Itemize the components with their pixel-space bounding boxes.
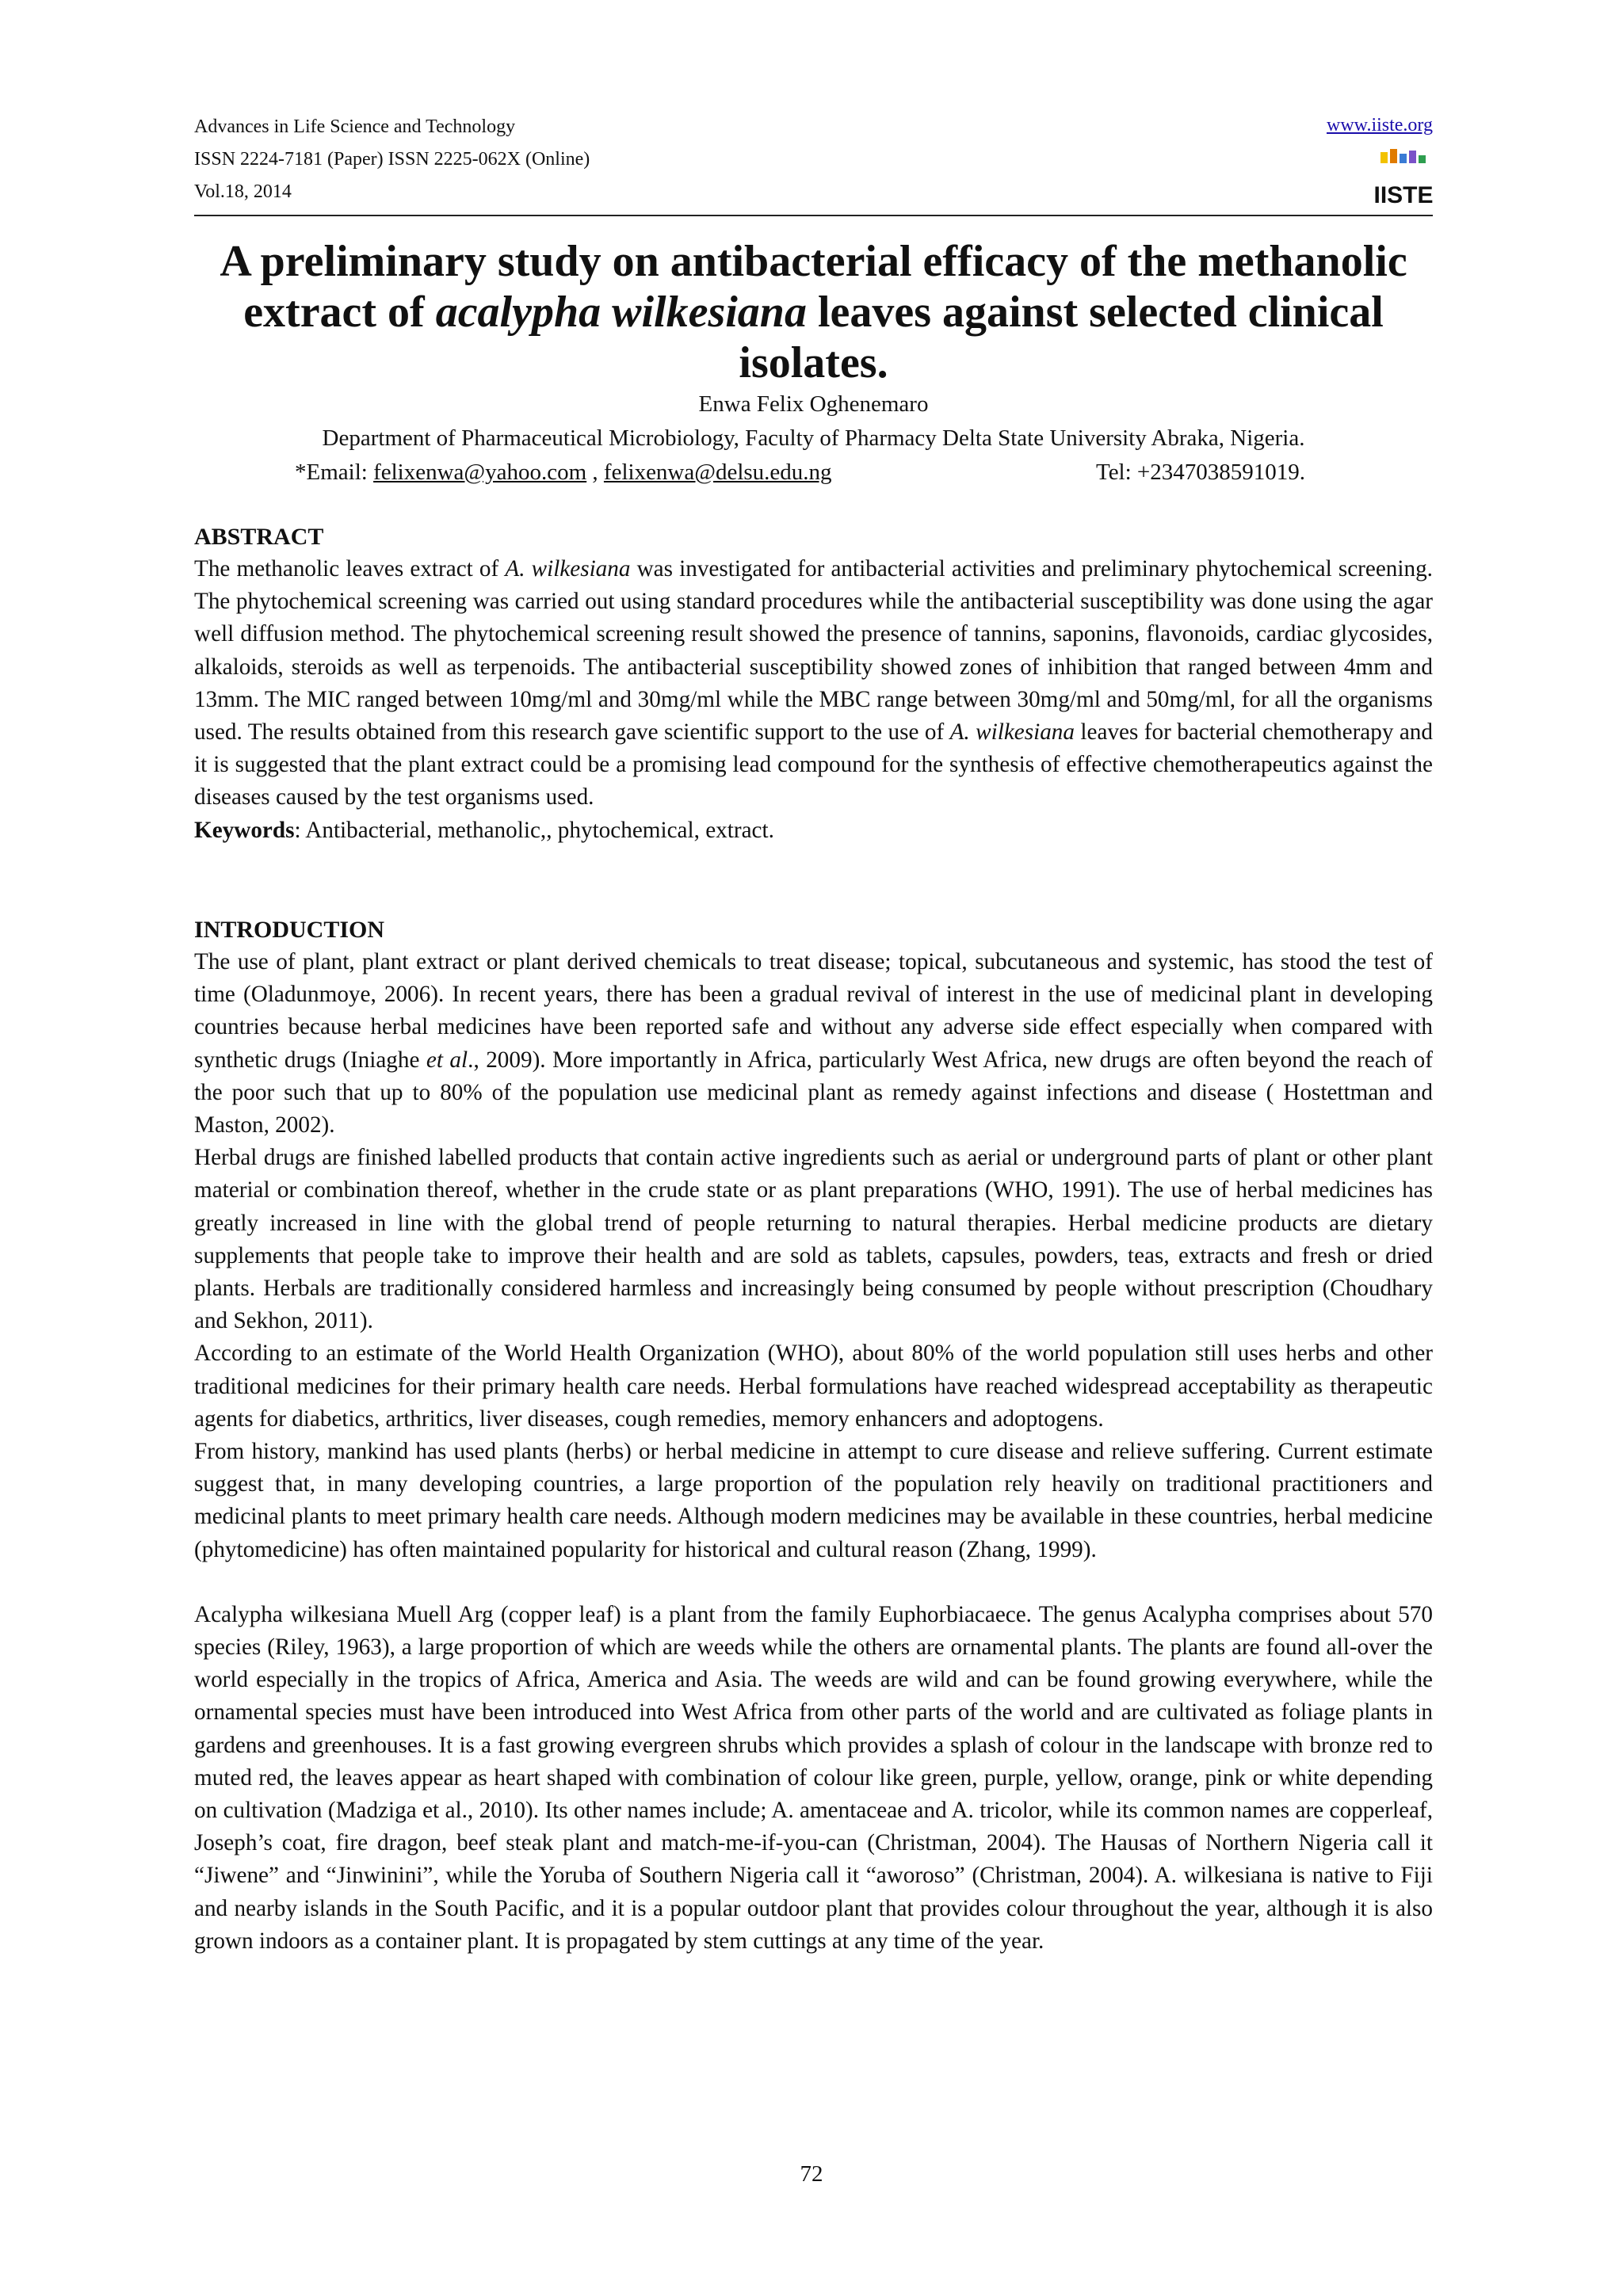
issn-line: ISSN 2224-7181 (Paper) ISSN 2225-062X (Online) (194, 149, 590, 170)
intro-paragraph-4: From history, mankind has used plants (herbs) or herbal medicine in attempt to cure disease and relieve suffering. Current estimate suggest that, in many developing countries, a large proportion of the population rely heavily on traditional practitioners and medicinal plants to meet primary health care needs. Although modern medicines may be available in these countries, herbal medicine (phytomedicine) has often maintained popularity for historical and cultural reason (Zhang, 1999). (194, 1439, 1433, 1562)
introduction-body (194, 946, 1433, 1958)
author-name: Enwa Felix Oghenemaro (698, 391, 929, 417)
telephone: Tel: +2347038591019. (1096, 460, 1306, 485)
intro-paragraph-1: The use of plant, plant extract or plant derived chemicals to treat disease; topical, subcutaneous and systemic, has stood the test of time (Oladunmoye, 2006). In recent years, there has been a gradual revival of interest in the use of medicinal plant in developing countries because herbal medicines have been reported safe and without any adverse side effect especially when compared with synthetic drugs (Iniaghe et al., 2009). More importantly in Africa, particularly West Africa, new drugs are often beyond the reach of the poor such that up to 80% of the population use medicinal plant as remedy against infections and disease ( Hostettman and Maston, 2002). (194, 949, 1433, 1138)
abstract-body (194, 553, 1433, 847)
journal-name: Advances in Life Science and Technology (194, 116, 516, 137)
iiste-logo-icon (1373, 147, 1434, 209)
header-rule (194, 215, 1433, 216)
introduction-heading: INTRODUCTION (194, 917, 385, 943)
intro-paragraph-3: According to an estimate of the World Health Organization (WHO), about 80% of the world population still uses herbs and other traditional medicines for their primary health care needs. Herbal formulations have reached widespread acceptability as therapeutic agents for diabetics, arthritics, liver diseases, cough remedies, memory enhancers and adoptogens. (194, 1341, 1433, 1432)
intro-paragraph-5: Acalypha wilkesiana Muell Arg (copper leaf) is a plant from the family Euphorbiacaece. The genus Acalypha comprises about 570 species (Riley, 1963), a large proportion of which are weeds while the others are ornamental plants. The plants are found all-over the world especially in the tropics of Africa, America and Asia. The weeds are wild and can be found growing everywhere, while the ornamental species must have been introduced into West Africa from other parts of the world and are cultivated as foliage plants in gardens and greenhouses. It is a fast growing evergreen shrubs which provides a splash of colour in the landscape with bronze red to muted red, the leaves appear as heart shaped with combination of colour like green, purple, yellow, orange, pink or white depending on cultivation (Madziga et al., 2010). Its other names include; A. amentaceae and A. tricolor, while its common names are copperleaf, Joseph’s coat, fire dragon, beef steak plant and match-me-if-you-can (Christman, 2004). The Hausas of Northern Nigeria call it “Jiwene” and “Jinwinini”, while the Yoruba of Southern Nigeria call it “aworoso” (Christman, 2004). A. wilkesiana is native to Fiji and nearby islands in the South Pacific, and it is a popular outdoor plant that provides colour throughout the year, although it is also grown indoors as a container plant. It is propagated by stem cuttings at any time of the year. (194, 1601, 1433, 1954)
page-number: 72 (800, 2161, 823, 2187)
intro-paragraph-2: Herbal drugs are finished labelled products that contain active ingredients such as aerial or underground parts of plant or other plant material or combination thereof, whether in the crude state or as plant preparations (WHO, 1991). The use of herbal medicines has greatly increased in line with the global trend of people returning to natural therapies. Herbal medicine products are dietary supplements that people take to improve their health and are sold as tablets, capsules, powders, teas, extracts and fresh or dried plants. Herbals are traditionally considered harmless and increasingly being consumed by people without prescription (Choudhary and Sekhon, 2011). (194, 1145, 1433, 1334)
abstract-heading: ABSTRACT (194, 524, 324, 550)
keywords: Keywords: Antibacterial, methanolic,, phytochemical, extract. (194, 817, 774, 843)
email-link-1[interactable]: felixenwa@yahoo.com (373, 460, 587, 485)
paper-page: Advances in Life Science and Technology ISSN 2224-7181 (Paper) ISSN 2225-062X (Online) Vol.18, 2014 www.iiste.org IISTE A preliminary study on antibacterial efficacy of the methanolic extract of acalypha wilkesiana leaves against selected clinical isolates. Enwa Felix Oghenemaro Department of Pharmaceutical Microbiology, Faculty of Pharmacy Delta State University Abraka, Nigeria. *Email: felixenwa@yahoo.com , felixenwa@delsu.edu.ng Tel: +2347038591019. ABSTRACT The methanolic leaves extract of A. wilkesiana was investigated for antibacterial activities and preliminary phytochemical screening. The phytochemical screening was carried out using standard procedures while the antibacterial susceptibility was done using the agar well diffusion method. The phytochemical screening result showed the presence of tannins, saponins, flavonoids, cardiac glycosides, alkaloids, steroids as well as terpenoids. The antibacterial susceptibility showed zones of inhibition that ranged between 4mm and 13mm. The MIC ranged between 10mg/ml and 30mg/ml while the MBC range between 30mg/ml and 50mg/ml, for all the organisms used. The results obtained from this research gave scientific support to the use of A. wilkesiana leaves for bacterial chemotherapy and it is suggested that the plant extract could be a promising lead compound for the synthesis of effective chemotherapeutics against the diseases caused by the test organisms used. Keywords: Antibacterial, methanolic,, phytochemical, extract. INTRODUCTION The use of plant, plant extract or plant derived chemicals to treat disease; topical, subcutaneous and systemic, has stood the test of time (Oladunmoye, 2006). In recent years, there has been a gradual revival of interest in the use of medicinal plant in developing countries because herbal medicines have been reported safe and without any adverse side effect especially when compared with synthetic drugs (Iniaghe et al., 2009). More importantly in Africa, particularly West Africa, new drugs are often beyond the reach of the poor such that up to 80% of the population use medicinal plant as remedy against infections and disease ( Hostettman and Maston, 2002). Herbal drugs are finished labelled products that contain active ingredients such as aerial or underground parts of plant or other plant material or combination thereof, whether in the crude state or as plant preparations (WHO, 1991). The use of herbal medicines has greatly increased in line with the global trend of people returning to natural therapies. Herbal medicine products are dietary supplements that people take to improve their health and are sold as tablets, capsules, powders, teas, extracts and fresh or dried plants. Herbals are traditionally considered harmless and increasingly being consumed by people without prescription (Choudhary and Sekhon, 2011). According to an estimate of the World Health Organization (WHO), about 80% of the world population still uses herbs and other traditional medicines for their primary health care needs. Herbal formulations have reached widespread acceptability as therapeutic agents for diabetics, arthritics, liver diseases, cough remedies, memory enhancers and adoptogens. From history, mankind has used plants (herbs) or herbal medicine in attempt to cure disease and relieve suffering. Current estimate suggest that, in many developing countries, a large proportion of the population rely heavily on traditional practitioners and medicinal plants to meet primary health care needs. Although modern medicines may be available in these countries, herbal medicine (phytomedicine) has often maintained popularity for historical and cultural reason (Zhang, 1999). Acalypha wilkesiana Muell Arg (copper leaf) is a plant from the family Euphorbiacaece. The genus Acalypha comprises about 570 species (Riley, 1963), a large proportion of which are weeds while the others are ornamental plants. The plants are found all-over the world especially in the tropics of Africa, America and Asia. The weeds are wild and can be found growing everywhere, while the ornamental species must have been introduced into West Africa from other parts of the world and are cultivated as foliage plants in gardens and greenhouses. It is a fast growing evergreen shrubs which provides a splash of colour in the landscape with bronze red to muted red, the leaves appear as heart shaped with combination of colour like green, purple, yellow, orange, pink or white depending on cultivation (Madziga et al., 2010). Its other names include; A. amentaceae and A. tricolor, while its common names are copperleaf, Joseph’s coat, fire dragon, beef steak plant and match-me-if-you-can (Christman, 2004). The Hausas of Northern Nigeria call it “Jiwene” and “Jinwinini”, while the Yoruba of Southern Nigeria call it “aworoso” (Christman, 2004). A. wilkesiana is native to Fiji and nearby islands in the South Pacific, and it is a popular outdoor plant that provides colour throughout the year, although it is also grown indoors as a container plant. It is propagated by stem cuttings at any time of the year. 72 (0, 0, 1623, 2296)
abstract-paragraph: The methanolic leaves extract of A. wilkesiana was investigated for antibacterial activities and preliminary phytochemical screening. The phytochemical screening was carried out using standard procedures while the antibacterial susceptibility was done using the agar well diffusion method. The phytochemical screening result showed the presence of tannins, saponins, flavonoids, cardiac glycosides, alkaloids, steroids as well as terpenoids. The antibacterial susceptibility showed zones of inhibition that ranged between 4mm and 13mm. The MIC ranged between 10mg/ml and 30mg/ml while the MBC range between 30mg/ml and 50mg/ml, for all the organisms used. The results obtained from this research gave scientific support to the use of A. wilkesiana leaves for bacterial chemotherapy and it is suggested that the plant extract could be a promising lead compound for the synthesis of effective chemotherapeutics against the diseases caused by the test organisms used. (194, 556, 1433, 810)
volume-line: Vol.18, 2014 (194, 181, 292, 202)
paper-title: A preliminary study on antibacterial efficacy of the methanolic extract of acalypha wilkesiana leaves against selected clinical isolates. (220, 237, 1407, 387)
svg-text:IISTE: IISTE (1373, 182, 1434, 208)
journal-url-link[interactable]: www.iiste.org (1327, 115, 1433, 135)
affiliation: Department of Pharmaceutical Microbiology, Faculty of Pharmacy Delta State University Abraka, Nigeria. (322, 425, 1305, 451)
email-link-2[interactable]: felixenwa@delsu.edu.ng (603, 460, 832, 485)
